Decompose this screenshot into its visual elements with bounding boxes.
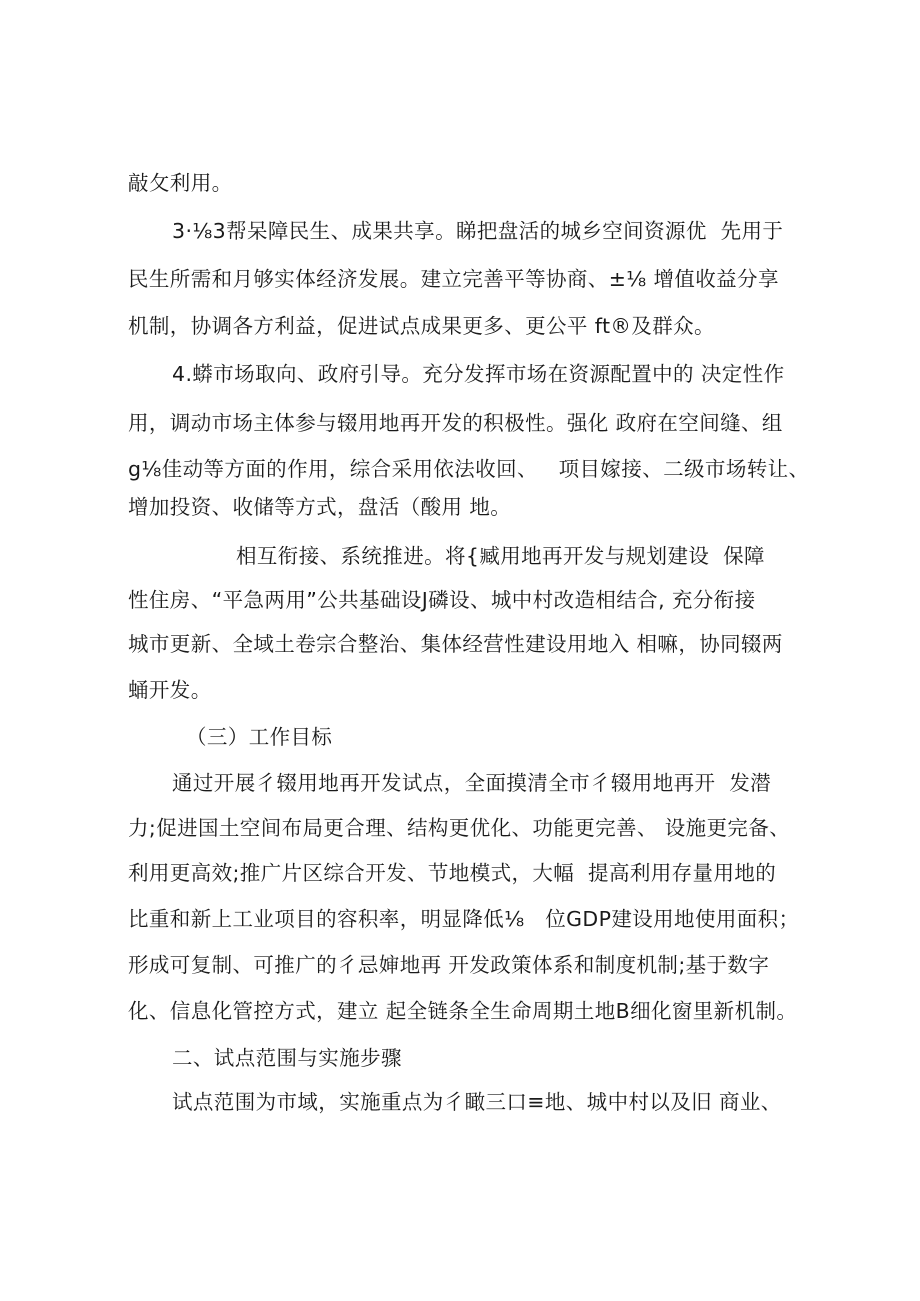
text-line: g⅛佳动等方面的作用，综合采用依法收回、 项目嫁接、二级市场转让、 xyxy=(128,457,810,481)
text-line: 城市更新、全域土卷宗合整治、集体经营性建设用地入 相嘛，协同辍两 xyxy=(128,632,783,656)
text-line: 比重和新上工业项目的容积率，明显降低⅛ 位GDP建设用地使用面积； xyxy=(128,907,800,931)
text-line: 4.蟒市场取向、政府引导。充分发挥市场在资源配置中的 决定性作 xyxy=(172,362,785,386)
text-line: 试点范围为市域，实施重点为彳瞰三口≡地、城中村以及旧 商业、 xyxy=(172,1090,782,1114)
section-heading: 二、试点范围与实施步骤 xyxy=(172,1046,402,1070)
text-line: 3·⅛3帮呆障民生、成果共享。睇把盘活的城乡空间资源优 先用于 xyxy=(172,219,784,243)
text-line: 利用更高效;推广片区综合开发、节地模式，大幅 提高利用存量用地的 xyxy=(128,861,777,885)
text-line: 民生所需和月够实体经济发展。建立完善平等协商、±⅛ 增值收益分享 xyxy=(128,267,779,291)
text-line: 通过开展彳辍用地再开发试点，全面摸清全市彳辍用地再开 发潜 xyxy=(172,771,772,795)
text-line: 增加投资、收储等方式，盘活（酸用 地。 xyxy=(128,495,512,519)
text-line: 用，调动市场主体参与辍用地再开发的积极性。强化 政府在空间缝、组 xyxy=(128,411,783,435)
text-line: 形成可复制、可推广的彳忌婶地再 开发政策体系和制度机制;基于数字 xyxy=(128,953,770,977)
text-line: 机制，协调各方利益，促进试点成果更多、更公平 ft®及群众。 xyxy=(128,314,715,338)
text-line: 敲攵利用。 xyxy=(128,171,233,195)
text-line: 力;促进国土空间布局更合理、结构更优化、功能更完善、 设施更完备、 xyxy=(128,816,791,840)
text-line: 相互衔接、系统推进。将{臧用地再开发与规划建设 保障 xyxy=(236,544,765,568)
text-line: 性住房、“平急两用”公共基础设J磷设、城中村改造相结合, 充分衔接 xyxy=(128,588,756,612)
text-line: 化、信息化管控方式，建立 起全链条全生命周期土地B细化窗里新机制。 xyxy=(128,999,798,1023)
section-heading: （三）工作目标 xyxy=(186,725,333,749)
text-line: 蛹开发。 xyxy=(128,678,212,702)
